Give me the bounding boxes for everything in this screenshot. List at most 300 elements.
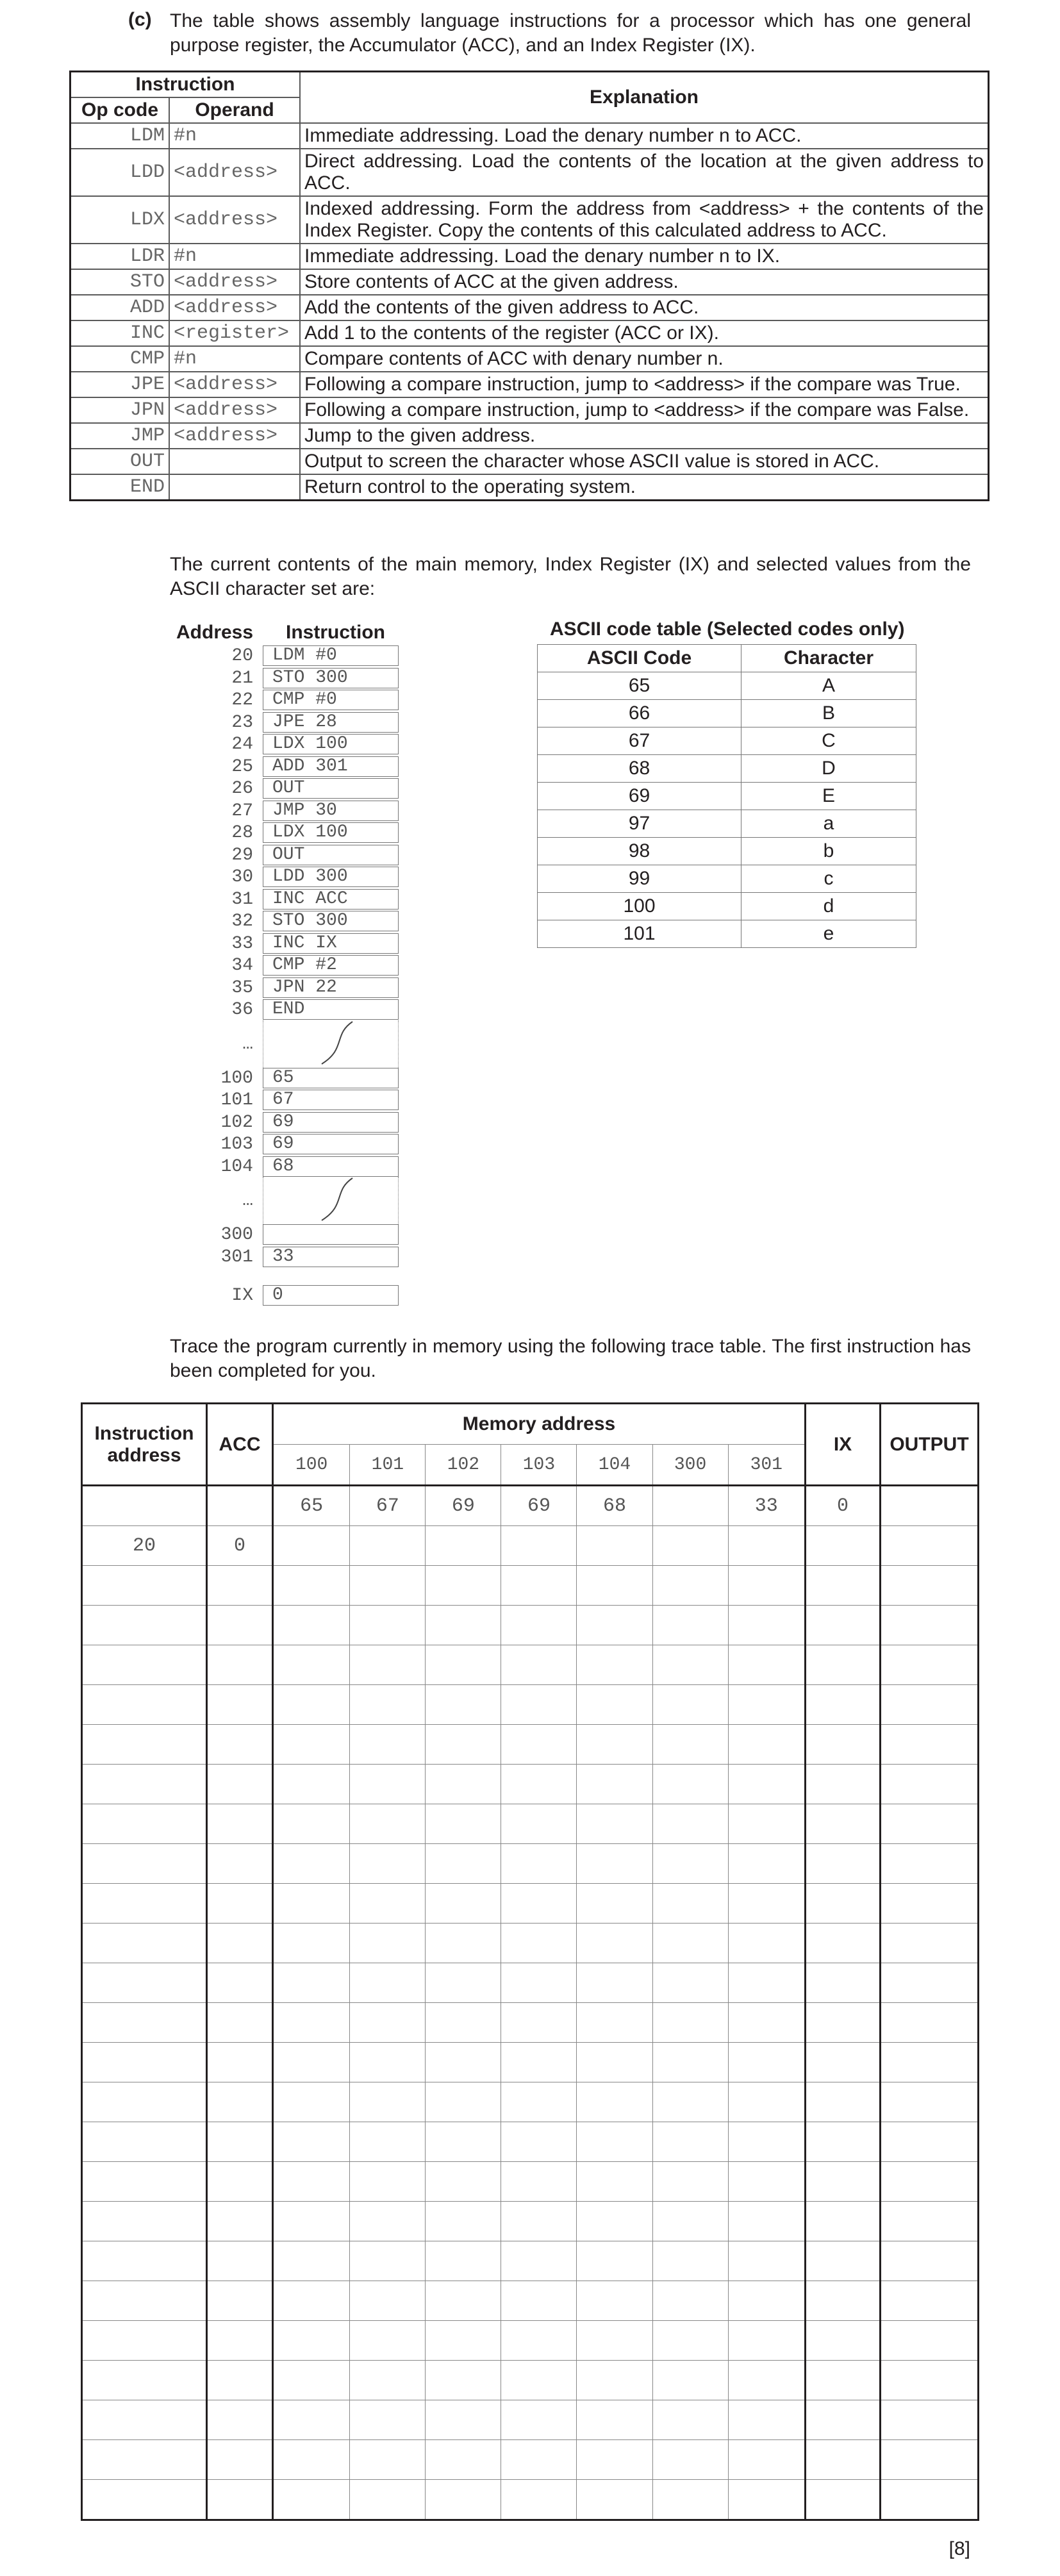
- trace-cell[interactable]: [881, 1685, 979, 1725]
- trace-cell[interactable]: [652, 2281, 728, 2321]
- trace-cell[interactable]: [881, 2400, 979, 2440]
- trace-cell[interactable]: [350, 2361, 426, 2400]
- trace-cell[interactable]: [501, 2480, 577, 2520]
- trace-cell[interactable]: [652, 1725, 728, 1765]
- trace-cell[interactable]: [728, 2400, 805, 2440]
- trace-cell[interactable]: [577, 1884, 652, 1924]
- trace-cell[interactable]: [577, 2003, 652, 2043]
- trace-cell[interactable]: [881, 1884, 979, 1924]
- trace-cell[interactable]: [652, 1765, 728, 1804]
- trace-cell[interactable]: [82, 1844, 207, 1884]
- explanation-cell: Return control to the operating system.: [300, 474, 989, 501]
- trace-cell[interactable]: 67: [350, 1486, 426, 1526]
- trace-cell[interactable]: [82, 1645, 207, 1685]
- trace-cell[interactable]: [501, 1685, 577, 1725]
- trace-cell[interactable]: [82, 2122, 207, 2162]
- trace-cell[interactable]: [273, 2321, 350, 2361]
- trace-cell[interactable]: [82, 2162, 207, 2202]
- trace-cell[interactable]: [426, 2241, 501, 2281]
- trace-cell[interactable]: [426, 2361, 501, 2400]
- trace-cell[interactable]: [207, 1486, 273, 1526]
- trace-cell[interactable]: [207, 2122, 273, 2162]
- trace-cell[interactable]: [881, 2122, 979, 2162]
- trace-cell[interactable]: [350, 1606, 426, 1645]
- trace-cell[interactable]: [806, 2480, 881, 2520]
- trace-cell[interactable]: [577, 1725, 652, 1765]
- trace-cell[interactable]: [577, 2043, 652, 2082]
- trace-cell[interactable]: [426, 2400, 501, 2440]
- trace-cell[interactable]: [207, 2043, 273, 2082]
- trace-cell[interactable]: [426, 2162, 501, 2202]
- trace-cell[interactable]: [501, 1765, 577, 1804]
- trace-cell[interactable]: [728, 2003, 805, 2043]
- trace-cell[interactable]: [652, 1526, 728, 1566]
- trace-cell[interactable]: [273, 1844, 350, 1884]
- trace-cell[interactable]: [426, 1804, 501, 1844]
- trace-cell[interactable]: [806, 2043, 881, 2082]
- trace-cell[interactable]: [806, 1606, 881, 1645]
- trace-cell[interactable]: [207, 1765, 273, 1804]
- trace-cell[interactable]: [577, 2162, 652, 2202]
- trace-cell[interactable]: [652, 2440, 728, 2480]
- trace-cell[interactable]: [501, 1566, 577, 1606]
- trace-cell[interactable]: [82, 2440, 207, 2480]
- trace-cell[interactable]: [652, 1645, 728, 1685]
- trace-cell[interactable]: [881, 2241, 979, 2281]
- trace-cell[interactable]: [207, 2082, 273, 2122]
- trace-cell[interactable]: [501, 2281, 577, 2321]
- trace-cell[interactable]: [82, 1486, 207, 1526]
- trace-cell[interactable]: [273, 1566, 350, 1606]
- trace-cell[interactable]: [350, 1685, 426, 1725]
- trace-cell[interactable]: [577, 2400, 652, 2440]
- trace-cell[interactable]: [82, 2281, 207, 2321]
- trace-cell[interactable]: [728, 1963, 805, 2003]
- trace-cell[interactable]: [881, 1566, 979, 1606]
- trace-cell[interactable]: [350, 2202, 426, 2241]
- trace-cell[interactable]: [350, 2321, 426, 2361]
- trace-cell[interactable]: [426, 1963, 501, 2003]
- trace-cell[interactable]: [350, 2122, 426, 2162]
- trace-cell[interactable]: [652, 1844, 728, 1884]
- trace-cell[interactable]: [577, 2122, 652, 2162]
- trace-cell[interactable]: [82, 2480, 207, 2520]
- trace-cell[interactable]: [207, 2162, 273, 2202]
- trace-cell[interactable]: 0: [806, 1486, 881, 1526]
- trace-cell[interactable]: [273, 1804, 350, 1844]
- trace-cell[interactable]: [806, 2440, 881, 2480]
- trace-cell[interactable]: [82, 1963, 207, 2003]
- trace-cell[interactable]: [207, 2440, 273, 2480]
- trace-cell[interactable]: [728, 2043, 805, 2082]
- trace-cell[interactable]: [806, 2241, 881, 2281]
- trace-cell[interactable]: [881, 2202, 979, 2241]
- instruction-row: [70, 269, 989, 295]
- trace-cell[interactable]: [426, 1924, 501, 1963]
- trace-cell[interactable]: [501, 2003, 577, 2043]
- trace-cell[interactable]: [806, 2122, 881, 2162]
- trace-cell[interactable]: [728, 1566, 805, 1606]
- trace-cell[interactable]: [426, 1884, 501, 1924]
- trace-cell[interactable]: [728, 2162, 805, 2202]
- trace-cell[interactable]: [501, 1963, 577, 2003]
- trace-cell[interactable]: [82, 1566, 207, 1606]
- trace-cell[interactable]: [207, 2480, 273, 2520]
- trace-cell[interactable]: [273, 2400, 350, 2440]
- opcode-cell: LDX: [70, 196, 170, 244]
- trace-cell[interactable]: 69: [426, 1486, 501, 1526]
- trace-cell[interactable]: [806, 2361, 881, 2400]
- explanation-cell: Jump to the given address.: [300, 423, 989, 449]
- trace-cell[interactable]: [728, 1884, 805, 1924]
- trace-cell[interactable]: [207, 1844, 273, 1884]
- trace-cell[interactable]: [426, 2480, 501, 2520]
- trace-cell[interactable]: [426, 2003, 501, 2043]
- trace-cell[interactable]: [881, 2003, 979, 2043]
- trace-cell[interactable]: [652, 1606, 728, 1645]
- trace-cell[interactable]: [273, 1685, 350, 1725]
- trace-cell[interactable]: [728, 2202, 805, 2241]
- trace-cell[interactable]: [426, 1765, 501, 1804]
- trace-cell[interactable]: [350, 1884, 426, 1924]
- trace-cell[interactable]: [652, 2321, 728, 2361]
- trace-cell[interactable]: [806, 1526, 881, 1566]
- opcode-cell: OUT: [70, 449, 170, 474]
- trace-cell[interactable]: 20: [82, 1526, 207, 1566]
- trace-cell[interactable]: [501, 1884, 577, 1924]
- trace-cell[interactable]: [426, 1645, 501, 1685]
- trace-cell[interactable]: [577, 2440, 652, 2480]
- trace-cell[interactable]: [273, 2361, 350, 2400]
- trace-cell[interactable]: [82, 2400, 207, 2440]
- trace-cell[interactable]: [577, 1526, 652, 1566]
- trace-cell[interactable]: 69: [501, 1486, 577, 1526]
- trace-cell[interactable]: [273, 2162, 350, 2202]
- trace-cell[interactable]: [881, 2281, 979, 2321]
- trace-cell[interactable]: [273, 1884, 350, 1924]
- memory-intro-text: The current contents of the main memory, Index Register (IX) and selected values from the ASCII character set are:: [170, 554, 971, 599]
- trace-cell[interactable]: [273, 2082, 350, 2122]
- trace-cell[interactable]: [652, 2003, 728, 2043]
- trace-cell[interactable]: [881, 1765, 979, 1804]
- trace-cell[interactable]: [728, 2480, 805, 2520]
- trace-cell[interactable]: [273, 1606, 350, 1645]
- trace-cell[interactable]: [881, 1963, 979, 2003]
- trace-cell[interactable]: [273, 1645, 350, 1685]
- trace-cell[interactable]: [806, 2003, 881, 2043]
- trace-cell[interactable]: [806, 1645, 881, 1685]
- trace-cell[interactable]: [501, 1725, 577, 1765]
- trace-cell[interactable]: [652, 2043, 728, 2082]
- trace-cell[interactable]: [806, 1566, 881, 1606]
- trace-cell[interactable]: [881, 2162, 979, 2202]
- trace-cell[interactable]: [207, 2361, 273, 2400]
- trace-cell[interactable]: [501, 2082, 577, 2122]
- trace-cell[interactable]: [652, 1486, 728, 1526]
- trace-cell[interactable]: [82, 1924, 207, 1963]
- trace-cell[interactable]: [806, 1963, 881, 2003]
- trace-cell[interactable]: [426, 1566, 501, 1606]
- trace-cell[interactable]: [728, 1765, 805, 1804]
- trace-cell[interactable]: [82, 2043, 207, 2082]
- trace-cell[interactable]: [577, 1606, 652, 1645]
- trace-cell[interactable]: [207, 2202, 273, 2241]
- trace-cell[interactable]: [82, 1606, 207, 1645]
- trace-cell[interactable]: [350, 2003, 426, 2043]
- trace-cell[interactable]: [501, 1804, 577, 1844]
- trace-cell[interactable]: [207, 1725, 273, 1765]
- trace-cell[interactable]: [350, 2400, 426, 2440]
- trace-cell[interactable]: [652, 2400, 728, 2440]
- trace-cell[interactable]: [426, 1685, 501, 1725]
- trace-cell[interactable]: [728, 2321, 805, 2361]
- trace-cell[interactable]: [350, 1924, 426, 1963]
- trace-cell[interactable]: [806, 2400, 881, 2440]
- trace-cell[interactable]: [881, 1645, 979, 1685]
- trace-cell[interactable]: [501, 2321, 577, 2361]
- trace-cell[interactable]: [207, 1804, 273, 1844]
- trace-cell[interactable]: [577, 1963, 652, 2003]
- trace-cell[interactable]: [881, 2480, 979, 2520]
- trace-cell[interactable]: [207, 1645, 273, 1685]
- trace-cell[interactable]: [728, 2122, 805, 2162]
- trace-cell[interactable]: [82, 1804, 207, 1844]
- trace-cell[interactable]: [273, 1725, 350, 1765]
- trace-cell[interactable]: [207, 1884, 273, 1924]
- trace-cell[interactable]: [350, 2281, 426, 2321]
- trace-cell[interactable]: [82, 2321, 207, 2361]
- trace-cell[interactable]: [426, 1526, 501, 1566]
- trace-cell[interactable]: [207, 1606, 273, 1645]
- trace-cell[interactable]: [806, 2082, 881, 2122]
- trace-cell[interactable]: [273, 2043, 350, 2082]
- trace-cell[interactable]: [728, 2440, 805, 2480]
- trace-cell[interactable]: [82, 1725, 207, 1765]
- trace-cell[interactable]: [426, 2082, 501, 2122]
- ascii-row: [538, 783, 916, 810]
- trace-cell[interactable]: [273, 2003, 350, 2043]
- ascii-code-header: ASCII Code: [538, 645, 741, 672]
- trace-cell[interactable]: [881, 1526, 979, 1566]
- trace-cell[interactable]: [806, 1884, 881, 1924]
- trace-cell[interactable]: [350, 2480, 426, 2520]
- trace-cell[interactable]: [82, 2202, 207, 2241]
- trace-cell[interactable]: [273, 2241, 350, 2281]
- trace-cell[interactable]: [652, 1566, 728, 1606]
- trace-cell[interactable]: [652, 1884, 728, 1924]
- trace-cell[interactable]: [273, 2122, 350, 2162]
- trace-cell[interactable]: [501, 2162, 577, 2202]
- trace-cell[interactable]: [881, 1725, 979, 1765]
- trace-cell[interactable]: [273, 1924, 350, 1963]
- trace-cell[interactable]: [806, 1804, 881, 1844]
- trace-cell[interactable]: [652, 1924, 728, 1963]
- trace-cell[interactable]: [806, 2202, 881, 2241]
- trace-cell[interactable]: [350, 1963, 426, 2003]
- trace-cell[interactable]: [207, 2281, 273, 2321]
- trace-cell[interactable]: 33: [728, 1486, 805, 1526]
- trace-cell[interactable]: [501, 2122, 577, 2162]
- trace-cell[interactable]: [577, 2480, 652, 2520]
- trace-cell[interactable]: [577, 1645, 652, 1685]
- trace-cell[interactable]: [82, 2361, 207, 2400]
- trace-cell[interactable]: [577, 2202, 652, 2241]
- trace-cell[interactable]: [577, 1685, 652, 1725]
- trace-cell[interactable]: [652, 2241, 728, 2281]
- trace-cell[interactable]: [652, 2202, 728, 2241]
- trace-cell[interactable]: [350, 1725, 426, 1765]
- trace-cell[interactable]: [207, 2003, 273, 2043]
- trace-cell[interactable]: [728, 1526, 805, 1566]
- trace-cell[interactable]: [207, 2241, 273, 2281]
- trace-cell[interactable]: [806, 1685, 881, 1725]
- trace-cell[interactable]: [426, 1606, 501, 1645]
- trace-cell[interactable]: [577, 2361, 652, 2400]
- trace-cell[interactable]: [82, 2082, 207, 2122]
- trace-cell[interactable]: [577, 2241, 652, 2281]
- trace-cell[interactable]: [881, 2043, 979, 2082]
- memory-address: 29: [231, 845, 253, 865]
- trace-cell[interactable]: [82, 2003, 207, 2043]
- trace-cell[interactable]: [273, 2281, 350, 2321]
- trace-cell[interactable]: [652, 2122, 728, 2162]
- trace-cell[interactable]: [881, 2361, 979, 2400]
- trace-cell[interactable]: [728, 2241, 805, 2281]
- trace-cell[interactable]: [501, 1606, 577, 1645]
- trace-cell[interactable]: [728, 2281, 805, 2321]
- trace-cell[interactable]: [82, 1884, 207, 1924]
- trace-cell[interactable]: [273, 1765, 350, 1804]
- trace-cell[interactable]: [652, 2082, 728, 2122]
- character-cell: C: [741, 727, 916, 755]
- opcode-cell: INC: [70, 320, 170, 346]
- trace-cell[interactable]: [350, 2241, 426, 2281]
- trace-cell[interactable]: [426, 2440, 501, 2480]
- trace-cell[interactable]: [577, 1765, 652, 1804]
- trace-cell[interactable]: [426, 2281, 501, 2321]
- trace-cell[interactable]: [806, 2321, 881, 2361]
- trace-cell[interactable]: [806, 1765, 881, 1804]
- trace-cell[interactable]: [728, 2361, 805, 2400]
- trace-cell[interactable]: [806, 2162, 881, 2202]
- trace-blank-row: [82, 1765, 979, 1804]
- trace-cell[interactable]: [501, 2361, 577, 2400]
- trace-cell[interactable]: [82, 1765, 207, 1804]
- trace-cell[interactable]: [881, 1844, 979, 1884]
- trace-cell[interactable]: [577, 2281, 652, 2321]
- trace-cell[interactable]: 68: [577, 1486, 652, 1526]
- trace-cell[interactable]: [501, 1645, 577, 1685]
- trace-cell[interactable]: [501, 1526, 577, 1566]
- trace-cell[interactable]: [577, 1566, 652, 1606]
- trace-cell[interactable]: [350, 2082, 426, 2122]
- trace-cell[interactable]: [728, 1645, 805, 1685]
- trace-cell[interactable]: [577, 2321, 652, 2361]
- memory-address: 36: [231, 1000, 253, 1020]
- trace-cell[interactable]: [577, 1804, 652, 1844]
- trace-cell[interactable]: [806, 1924, 881, 1963]
- trace-cell[interactable]: [806, 2281, 881, 2321]
- trace-cell[interactable]: [881, 1924, 979, 1963]
- trace-cell[interactable]: [728, 1685, 805, 1725]
- trace-cell[interactable]: [652, 1963, 728, 2003]
- trace-cell[interactable]: [881, 1804, 979, 1844]
- trace-cell[interactable]: [207, 1963, 273, 2003]
- trace-cell[interactable]: [501, 2400, 577, 2440]
- trace-cell[interactable]: [577, 1844, 652, 1884]
- trace-cell[interactable]: [207, 1685, 273, 1725]
- trace-cell[interactable]: [426, 1725, 501, 1765]
- trace-cell[interactable]: [728, 1606, 805, 1645]
- trace-cell[interactable]: [350, 1566, 426, 1606]
- trace-cell[interactable]: 0: [207, 1526, 273, 1566]
- trace-cell[interactable]: [728, 1844, 805, 1884]
- trace-cell[interactable]: [273, 2202, 350, 2241]
- trace-cell[interactable]: [652, 2361, 728, 2400]
- trace-cell[interactable]: [728, 1924, 805, 1963]
- trace-cell[interactable]: [881, 2082, 979, 2122]
- trace-cell[interactable]: [207, 1924, 273, 1963]
- trace-cell[interactable]: [350, 1526, 426, 1566]
- trace-cell[interactable]: [350, 2162, 426, 2202]
- trace-cell[interactable]: [426, 2043, 501, 2082]
- trace-cell[interactable]: [881, 1606, 979, 1645]
- trace-cell[interactable]: [426, 2321, 501, 2361]
- trace-cell[interactable]: [273, 2480, 350, 2520]
- trace-cell[interactable]: [806, 1725, 881, 1765]
- trace-cell[interactable]: [82, 2241, 207, 2281]
- trace-cell[interactable]: [273, 1526, 350, 1566]
- trace-cell[interactable]: [82, 1685, 207, 1725]
- trace-cell[interactable]: [652, 1804, 728, 1844]
- trace-cell[interactable]: 65: [273, 1486, 350, 1526]
- trace-cell[interactable]: [728, 2082, 805, 2122]
- trace-cell[interactable]: [577, 2082, 652, 2122]
- trace-cell[interactable]: [501, 1924, 577, 1963]
- trace-cell[interactable]: [501, 2202, 577, 2241]
- trace-cell[interactable]: [350, 1844, 426, 1884]
- trace-cell[interactable]: [207, 1566, 273, 1606]
- trace-cell[interactable]: [350, 1804, 426, 1844]
- trace-cell[interactable]: [577, 1924, 652, 1963]
- trace-cell[interactable]: [350, 1645, 426, 1685]
- trace-cell[interactable]: [501, 2440, 577, 2480]
- trace-cell[interactable]: [652, 1685, 728, 1725]
- trace-cell[interactable]: [426, 2202, 501, 2241]
- trace-cell[interactable]: [350, 2043, 426, 2082]
- trace-cell[interactable]: [652, 2480, 728, 2520]
- trace-cell[interactable]: [501, 2043, 577, 2082]
- trace-cell[interactable]: [501, 2241, 577, 2281]
- trace-cell[interactable]: [806, 1844, 881, 1884]
- trace-cell[interactable]: [426, 1844, 501, 1884]
- trace-cell[interactable]: [273, 2440, 350, 2480]
- trace-cell[interactable]: [207, 2321, 273, 2361]
- trace-cell[interactable]: [881, 2440, 979, 2480]
- trace-cell[interactable]: [652, 2162, 728, 2202]
- trace-cell[interactable]: [350, 2440, 426, 2480]
- trace-cell[interactable]: [728, 1804, 805, 1844]
- trace-cell[interactable]: [728, 1725, 805, 1765]
- trace-cell[interactable]: [273, 1963, 350, 2003]
- trace-cell[interactable]: [881, 1486, 979, 1526]
- trace-cell[interactable]: [501, 1844, 577, 1884]
- memory-cell: 68: [263, 1156, 399, 1177]
- trace-cell[interactable]: [881, 2321, 979, 2361]
- trace-cell[interactable]: [207, 2400, 273, 2440]
- trace-cell[interactable]: [350, 1765, 426, 1804]
- trace-cell[interactable]: [426, 2122, 501, 2162]
